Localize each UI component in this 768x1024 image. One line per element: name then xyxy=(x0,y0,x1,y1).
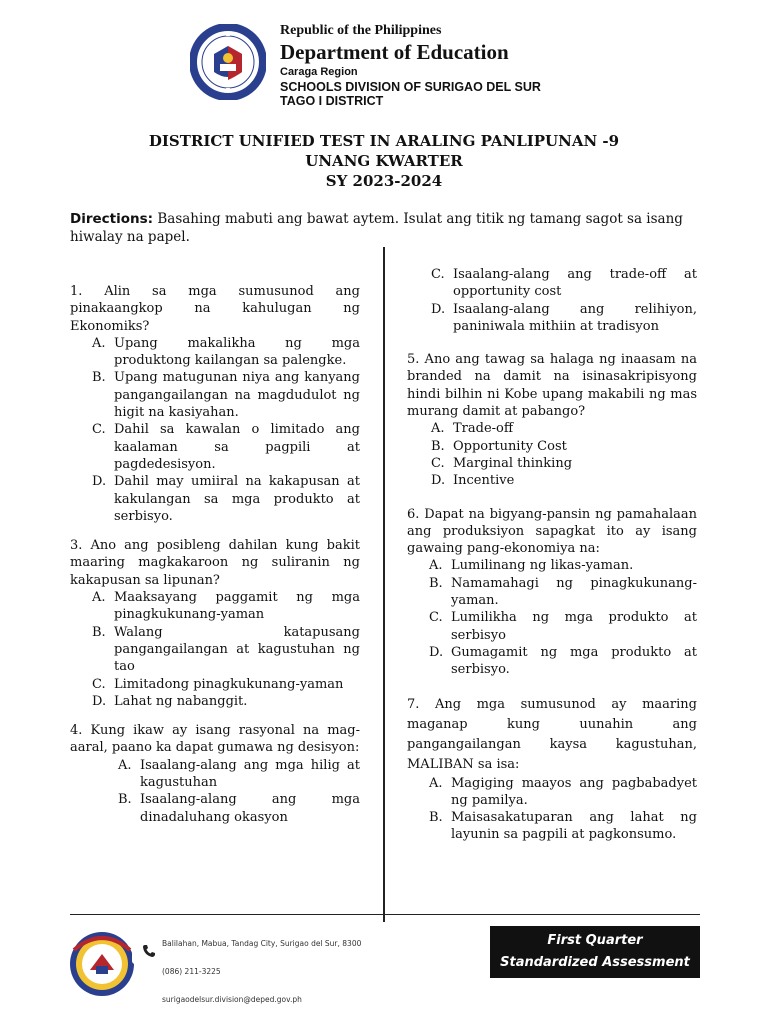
question-3 xyxy=(70,537,360,710)
right-column xyxy=(407,266,697,856)
question-stem: 5. Ano ang tawag sa halaga ng inaasam na branded na damit na isinasakripisyong hindi bilhin ni Kobe upang makabili ng mas murang damit at pabango? xyxy=(407,352,697,420)
option-a: A. Trade-off xyxy=(431,421,514,437)
footer-divider xyxy=(70,914,700,915)
directions-label: Directions: xyxy=(70,211,154,227)
deped-seal-icon xyxy=(190,24,266,100)
question-7 xyxy=(407,695,697,844)
option-a: A. Upang makalikha ng mga produktong kailangan sa palengke. xyxy=(92,335,360,369)
option-d: D. Gumagamit ng mga produkto at serbisyo. xyxy=(429,644,697,678)
question-stem: 6. Dapat na bigyang-pansin ng pamahalaan ang produksiyon sapagkat ito ay isang gawaing pang-ekonomiya na: xyxy=(407,506,697,557)
option-a: A. Lumilinang ng likas-yaman. xyxy=(429,558,634,574)
assessment-line-1: First Quarter xyxy=(547,933,643,948)
address: Balilahan, Mabua, Tandag City, Surigao del Sur, 8300 xyxy=(162,938,362,948)
title-line-3: SY 2023-2024 xyxy=(325,172,443,190)
test-title xyxy=(0,131,768,191)
title-line-2: UNANG KWARTER xyxy=(305,152,463,170)
option-c: C. Marginal thinking xyxy=(431,455,573,471)
phone-number: (086) 211-3225 xyxy=(162,966,221,976)
option-c: C. Lumilikha ng mga produkto at serbisyo xyxy=(429,610,697,643)
directions-text: Basahing mabuti ang bawat aytem. Isulat ang titik ng tamang sagot sa isang hiwalay na papel. xyxy=(70,211,683,245)
question-stem: 4. Kung ikaw ay isang rasyonal na mag-aaral, paano ka dapat gumawa ng desisyon: xyxy=(70,723,360,756)
republic-label: Republic of the Philippines xyxy=(280,23,442,38)
question-stem: 3. Ano ang posibleng dahilan kung bakit maaring magkakaroon ng suliranin ng kakapusan sa lipunan? xyxy=(70,538,360,588)
option-d: D. Incentive xyxy=(431,473,515,489)
option-b: B. Maisasakatuparan ang lahat ng layunin sa pagpili at pagkonsumo. xyxy=(429,810,697,843)
option-c: C. Isaalang-alang ang trade-off at opportunity cost xyxy=(431,267,697,300)
column-divider xyxy=(383,247,385,922)
division-name: SCHOOLS DIVISION OF SURIGAO DEL SUR xyxy=(280,79,541,94)
option-b: B. Isaalang-alang ang mga dinadaluhang okasyon xyxy=(118,792,360,825)
question-stem: 1. Alin sa mga sumusunod ang pinakaangkop na kahulugan ng Ekonomiks? xyxy=(70,284,360,334)
option-d: D. Isaalang-alang ang relihiyon, paniniwala mithiin at tradisyon xyxy=(431,301,697,334)
question-1 xyxy=(70,283,360,525)
question-6 xyxy=(407,506,697,679)
question-4 xyxy=(70,722,360,826)
option-b: B. Upang matugunan niya ang kanyang pangangailangan na magdudulot ng higit na kasiyahan. xyxy=(92,370,360,421)
district-name: TAGO I DISTRICT xyxy=(280,94,384,108)
option-b: B. Walang katapusang pangangailangan at kagustuhan ng tao xyxy=(92,624,360,675)
email-address: surigaodelsur.division@deped.gov.ph xyxy=(162,994,302,1004)
question-stem: 7. Ang mga sumusunod ay maaring maganap kung uunahin ang pangangailangan kaysa kagustuhan, MALIBAN sa isa: xyxy=(407,696,697,772)
division-logo-icon xyxy=(68,930,154,998)
option-a: A. Maaksayang paggamit ng mga pinagkukunang-yaman xyxy=(92,590,360,623)
option-b: B. Namamahagi ng pinagkukunang-yaman. xyxy=(429,575,697,609)
option-d: D. Lahat ng nabanggit. xyxy=(92,693,248,709)
assessment-badge xyxy=(490,926,700,978)
letterhead xyxy=(190,18,750,108)
department-name: Department of Education xyxy=(280,40,509,64)
option-a: A. Isaalang-alang ang mga hilig at kagustuhan xyxy=(118,757,360,791)
option-c: C. Limitadong pinagkukunang-yaman xyxy=(92,676,344,692)
left-column xyxy=(70,283,360,838)
option-c: C. Dahil sa kawalan o limitado ang kaalaman sa pagpili at pagdedesisyon. xyxy=(92,422,360,472)
region-name: Caraga Region xyxy=(280,66,358,78)
phone-icon xyxy=(142,944,156,958)
question-4-continued xyxy=(407,266,697,335)
title-line-1: DISTRICT UNIFIED TEST IN ARALING PANLIPUNAN -9 xyxy=(148,132,620,150)
assessment-line-2: Standardized Assessment xyxy=(500,955,690,970)
option-a: A. Magiging maayos ang pagbabadyet ng pamilya. xyxy=(429,775,697,808)
question-5 xyxy=(407,351,697,489)
option-d: D. Dahil may umiiral na kakapusan at kakulangan sa mga produkto at serbisyo. xyxy=(92,474,360,524)
contact-info xyxy=(162,929,361,1013)
directions xyxy=(70,210,710,246)
option-b: B. Opportunity Cost xyxy=(431,438,567,454)
